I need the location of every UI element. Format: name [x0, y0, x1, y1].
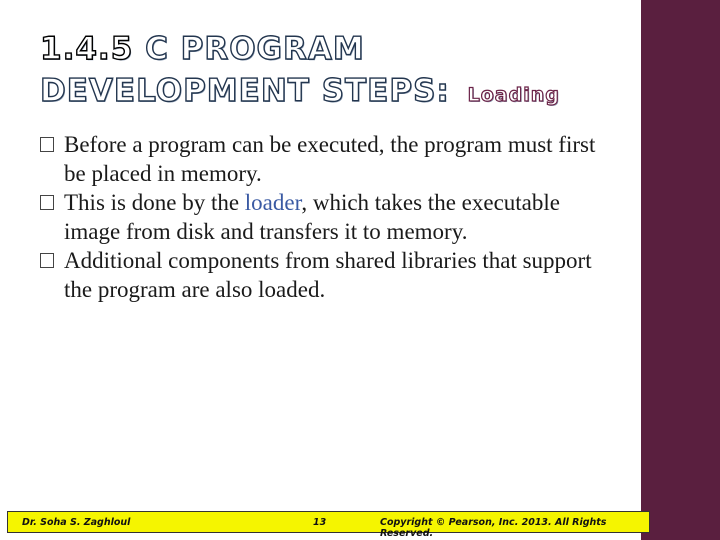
footer-copyright: Copyright © Pearson, Inc. 2013. All Rights Reserved. — [380, 517, 607, 539]
title-line-2: DEVELOPMENT STEPS: — [40, 73, 450, 109]
title-line-1: C PROGRAM — [145, 31, 365, 67]
bullet-text: Additional components from shared libraries that support the program are also loaded. — [64, 248, 592, 302]
bullet-item — [40, 246, 600, 304]
bullet-text: Before a program can be executed, the program must first be placed in memory. — [64, 132, 596, 186]
bullet-list — [40, 130, 600, 304]
bullet-item — [40, 130, 600, 188]
bullet-item — [40, 188, 600, 246]
bullet-text: This is done by the — [64, 190, 245, 215]
checkbox-bullet-icon — [40, 137, 54, 152]
footer-author: Dr. Soha S. Zaghloul — [22, 517, 131, 528]
slide-footer — [7, 511, 650, 539]
title-subtitle: Loading — [467, 84, 560, 106]
loader-highlight: loader — [244, 190, 302, 215]
side-divider-line — [640, 0, 641, 540]
checkbox-bullet-icon — [40, 195, 54, 210]
checkbox-bullet-icon — [40, 253, 54, 268]
title-section-number: 1.4.5 — [40, 31, 134, 67]
bullet-text-continued: , which takes the executable image from disk and transfers it to memory. — [64, 190, 560, 244]
footer-page-number: 13 — [313, 517, 327, 528]
side-decorative-band — [640, 0, 720, 540]
slide-title — [40, 28, 620, 116]
